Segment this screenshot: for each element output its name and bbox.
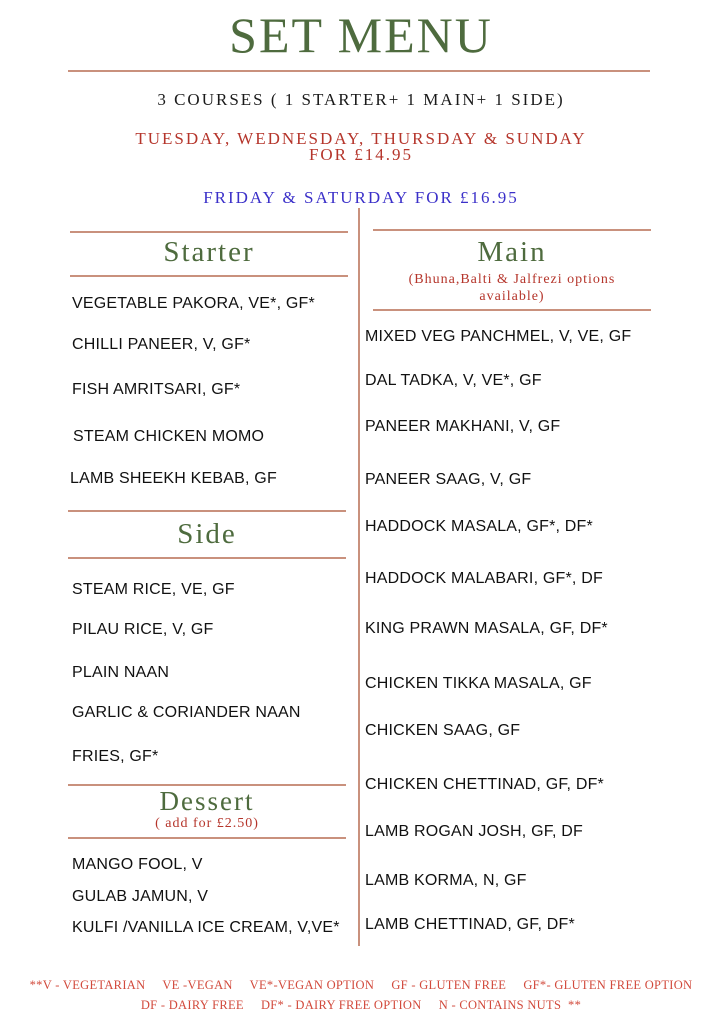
menu-item: STEAM RICE, VE, GF: [72, 581, 235, 598]
main-options-line: available): [479, 289, 545, 304]
main-bottom-rule: [373, 309, 651, 311]
main-options-line: (Bhuna,Balti & Jalfrezi options: [408, 272, 616, 287]
menu-item: FISH AMRITSARI, GF*: [72, 381, 241, 398]
dessert-price-note: ( add for £2.50): [155, 816, 259, 831]
menu-item: PLAIN NAAN: [72, 664, 170, 681]
weekday-price: [0, 131, 722, 163]
menu-item: CHICKEN SAAG, GF: [365, 722, 521, 739]
starter-heading: Starter: [163, 236, 255, 268]
weekend-price: FRIDAY & SATURDAY FOR £16.95: [203, 188, 519, 207]
dietary-legend-line: **V - VEGETARIAN VE -VEGAN VE*-VEGAN OPTION GF - GLUTEN FREE GF*- GLUTEN FREE OPTION: [29, 978, 693, 992]
menu-item: KING PRAWN MASALA, GF, DF*: [365, 620, 608, 637]
menu-item: LAMB ROGAN JOSH, GF, DF: [365, 823, 583, 840]
weekday-days: TUESDAY, WEDNESDAY, THURSDAY & SUNDAY: [135, 129, 587, 148]
menu-item: MIXED VEG PANCHMEL, V, VE, GF: [365, 328, 632, 345]
menu-item: PANEER MAKHANI, V, GF: [365, 418, 561, 435]
menu-item: KULFI /VANILLA ICE CREAM, V,VE*: [72, 919, 340, 936]
main-heading: Main: [477, 236, 547, 268]
menu-item: CHILLI PANEER, V, GF*: [72, 336, 251, 353]
page-title: SET MENU: [229, 7, 493, 63]
menu-item: GULAB JAMUN, V: [72, 888, 209, 905]
menu-item: PILAU RICE, V, GF: [72, 621, 214, 638]
weekday-price-amount: FOR £14.95: [308, 145, 414, 164]
menu-item: VEGETABLE PAKORA, VE*, GF*: [72, 295, 315, 312]
menu-item: CHICKEN TIKKA MASALA, GF: [365, 675, 592, 692]
side-top-rule: [68, 510, 346, 512]
menu-item: STEAM CHICKEN MOMO: [73, 428, 265, 445]
title-divider: [68, 70, 650, 72]
menu-item: PANEER SAAG, V, GF: [365, 471, 532, 488]
main-top-rule: [373, 229, 651, 231]
menu-item: HADDOCK MALABARI, GF*, DF: [365, 570, 603, 587]
menu-item: LAMB SHEEKH KEBAB, GF: [70, 470, 277, 487]
side-heading: Side: [177, 518, 237, 550]
dessert-heading: Dessert: [159, 786, 255, 816]
menu-item: LAMB CHETTINAD, GF, DF*: [365, 916, 575, 933]
column-divider: [358, 208, 360, 946]
starter-top-rule: [70, 231, 348, 233]
courses-info: 3 COURSES ( 1 STARTER+ 1 MAIN+ 1 SIDE): [157, 90, 565, 109]
menu-item: LAMB KORMA, N, GF: [365, 872, 527, 889]
starter-bottom-rule: [70, 275, 348, 277]
menu-item: HADDOCK MASALA, GF*, DF*: [365, 518, 593, 535]
dietary-legend-line: DF - DAIRY FREE DF* - DAIRY FREE OPTION N - CONTAINS NUTS **: [140, 998, 582, 1012]
menu-item: GARLIC & CORIANDER NAAN: [72, 704, 301, 721]
menu-item: DAL TADKA, V, VE*, GF: [365, 372, 542, 389]
menu-item: CHICKEN CHETTINAD, GF, DF*: [365, 776, 604, 793]
side-bottom-rule: [68, 557, 346, 559]
menu-item: FRIES, GF*: [72, 748, 159, 765]
menu-item: MANGO FOOL, V: [72, 856, 203, 873]
dessert-bottom-rule: [68, 837, 346, 839]
main-options-note: [363, 271, 661, 305]
